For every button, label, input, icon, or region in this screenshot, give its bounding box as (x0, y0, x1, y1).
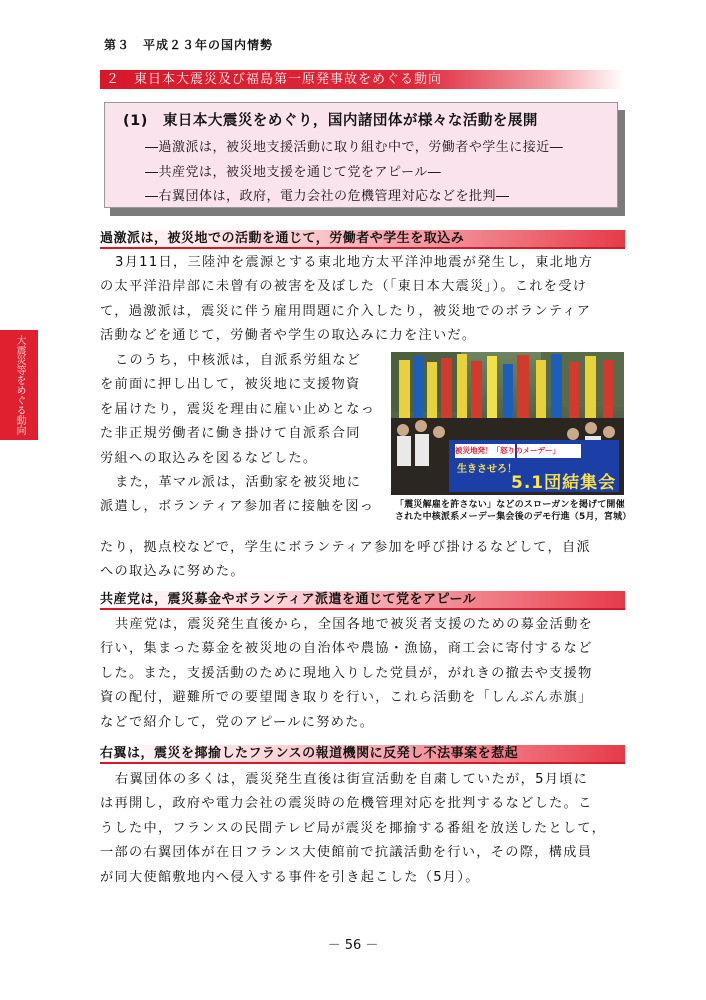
text-line: を届けたり，震災を理由に雇い止めとなっ (100, 401, 376, 417)
section-title-bar: ２ 東日本大震災及び福島第一原発事故をめぐる動向 (100, 70, 625, 89)
text-line: て，過激派は，震災に伴う雇用問題に介入したり，被災地でのボランティア (100, 303, 592, 319)
section-heading-jcp: 共産党は，震災募金やボランティア派遣を通じて党をアピール (100, 591, 625, 610)
text-line: などで紹介して，党のアピールに努めた。 (100, 714, 375, 730)
summary-line: ―右翼団体は，政府，電力会社の危機管理対応などを批判― (145, 189, 510, 204)
text-line: 活動などを通じて，労働者や学生の取込みに力を注いだ。 (100, 328, 477, 344)
text-line: 派遣し，ボランティア参加者に接触を図っ (100, 499, 375, 515)
text-line: た非正規労働者に働き掛けて自派系合同 (100, 426, 361, 442)
paragraph-rightwing (100, 768, 606, 890)
banner-text-main: 5.1団結集会 (511, 473, 617, 493)
text-line: このうち，中核派は，自派系労組など (115, 353, 362, 368)
text-line: 行い，集まった募金を被災地の自治体や農協・漁協，商工会に寄付するなど (100, 641, 593, 657)
side-index-tab: 大震災等をめぐる動向 (0, 330, 38, 440)
text-line: の太平洋沿岸部に未曾有の被害を及ぼした（「東日本大震災」）。これを受け (100, 279, 588, 295)
section-heading-rightwing: 右翼は，震災を揶揄したフランスの報道機関に反発し不法事案を惹起 (100, 745, 625, 764)
caption-line: された中核派系メーデー集会後のデモ行進（5月，宮城） (395, 512, 632, 522)
summary-title: (1) 東日本大震災をめぐり，国内諸団体が様々な活動を展開 (123, 113, 538, 129)
paragraph-kakumaru-cont (100, 536, 591, 585)
text-line: が同大使館敷地内へ侵入する事件を引き起こした（5月）。 (100, 869, 480, 885)
text-line: 資の配付，避難所での要望聞き取りを行い，これら活動を「しんぶん赤旗」 (100, 690, 593, 706)
paragraph-jcp (100, 613, 593, 735)
paragraph-radicals-intro (100, 251, 593, 349)
summary-line: ―過激派は，被災地支援活動に取り組む中で，労働者や学生に接近― (145, 140, 564, 155)
text-line: は再開し，政府や電力会社の震災時の危機管理対応を批判するなどした。こ (100, 796, 593, 812)
text-line: 3月11日，三陸沖を震源とする東北地方太平洋沖地震が発生し，東北地方 (115, 255, 594, 270)
text-line: たり，拠点校などで，学生にボランティア参加を呼び掛けるなどして，自派 (100, 540, 591, 555)
caption-line: 「震災解雇を許さない」などのスローガンを掲げて開催 (395, 500, 625, 510)
chapter-header: 第３ 平成２３年の国内情勢 (104, 38, 274, 52)
text-line: への取込みに努めた。 (100, 564, 245, 580)
text-line: また，革マル派は，活動家を被災地に (115, 475, 362, 491)
summary-line: ―共産党は，被災地支援を通じて党をアピール― (145, 165, 442, 180)
banner-text-left: 被災地発！「怒りのメーデー」 (455, 446, 560, 455)
demonstration-photo (391, 352, 624, 495)
paragraph-chukaku (100, 349, 375, 520)
text-line: 労組への取込みを図るなどした。 (100, 450, 318, 466)
photo-caption (395, 499, 631, 523)
text-line: うした中，フランスの民間テレビ局が震災を揶揄する番組を放送したとして， (100, 820, 607, 836)
page-number: － 56 － (327, 938, 379, 953)
section-heading-radicals: 過激派は，被災地での活動を通じて，労働者や学生を取込み (100, 230, 625, 249)
banner-text-sub: 生きさせろ！ (457, 464, 517, 475)
text-line: 共産党は，震災発生直後から，全国各地で被災者支援のための募金活動を (115, 617, 594, 632)
summary-box (104, 102, 618, 208)
text-line: を前面に押し出して，被災地に支援物資 (100, 377, 361, 393)
text-line: 右翼団体の多くは，震災発生直後は街宣活動を自粛していたが，5月頃に (115, 772, 589, 787)
text-line: 一部の右翼団体が在日フランス大使館前で抗議活動を行い，その際，構成員 (100, 845, 593, 861)
text-line: した。また，支援活動のために現地入りした党員が，がれきの撤去や支援物 (100, 665, 593, 681)
